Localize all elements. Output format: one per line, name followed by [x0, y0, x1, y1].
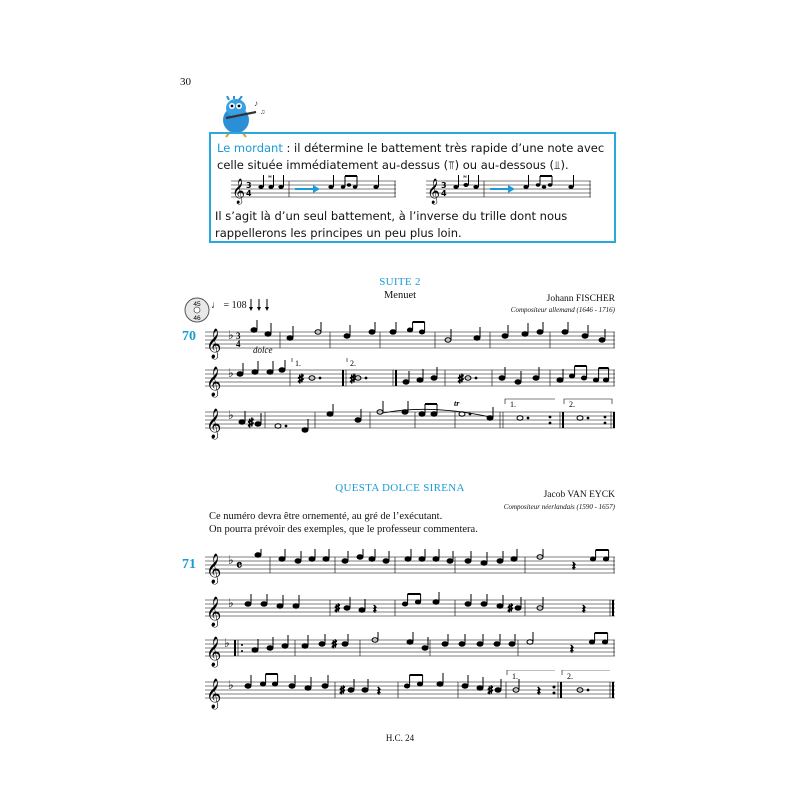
svg-text:♯: ♯: [488, 685, 493, 696]
mordant-example-lower: [426, 175, 596, 205]
trill-marking: tr: [454, 399, 460, 408]
ending-2-label-b: 2.: [569, 400, 575, 409]
svg-text:♭: ♭: [228, 596, 234, 610]
questa-title: QUESTA DOLCE SIRENA: [335, 482, 465, 494]
suite-title: SUITE 2: [379, 276, 421, 288]
svg-text:𝆗: 𝆗: [268, 175, 272, 180]
questa-intro: [209, 510, 539, 536]
questa-ending-2: 2.: [567, 672, 573, 681]
exercise-number-71: 71: [182, 557, 196, 572]
svg-text:♭: ♭: [228, 366, 234, 380]
svg-text:♪: ♪: [254, 99, 258, 108]
svg-text:𝄞: 𝄞: [206, 409, 222, 439]
svg-text:♯: ♯: [458, 373, 464, 385]
svg-text:4: 4: [236, 339, 241, 349]
svg-text:♯: ♯: [335, 603, 340, 614]
svg-text:𝄞: 𝄞: [427, 179, 441, 204]
svg-text:♯: ♯: [248, 417, 254, 429]
composer-name: Johann FISCHER: [546, 294, 615, 304]
svg-text:♯: ♯: [508, 603, 513, 614]
svg-text:𝄞: 𝄞: [206, 329, 222, 359]
ending-1-label-b: 1.: [510, 400, 516, 409]
questa-intro-line-1: Ce numéro devra être ornementé, au gré de l’exécutant.: [209, 511, 443, 522]
beat-arrows-icon: [248, 298, 272, 312]
svg-text:𝄽: 𝄽: [373, 602, 377, 616]
tempo-marking: ♩ = 108: [211, 300, 247, 311]
svg-text:𝄽: 𝄽: [537, 684, 541, 698]
svg-text:𝄞: 𝄞: [206, 597, 222, 627]
svg-text:𝄴: 𝄴: [236, 559, 243, 574]
page-footer: H.C. 24: [385, 733, 415, 743]
composer-name-2: Jacob VAN EYCK: [543, 490, 615, 500]
svg-text:𝄞: 𝄞: [206, 554, 222, 584]
cd-track-bottom: 46: [193, 315, 201, 322]
svg-text:3: 3: [246, 181, 252, 190]
svg-text:♭: ♭: [224, 636, 230, 650]
svg-text:𝄞: 𝄞: [206, 367, 222, 397]
mordant-note: Il s’agit là d’un seul battement, à l’inverse du trille dont nous rappellerons les principes un peu plus loin.: [215, 209, 568, 240]
expression-dolce: dolce: [253, 345, 273, 355]
menuet-staff-2: [200, 358, 620, 398]
mordant-definition: [217, 140, 612, 174]
composer-note: Compositeur allemand (1646 - 1716): [510, 306, 615, 314]
menuet-staff-3: [200, 396, 620, 446]
questa-staff-1: [200, 549, 620, 585]
questa-staff-2: [200, 592, 620, 628]
svg-text:𝄞: 𝄞: [206, 679, 222, 709]
svg-text:4: 4: [441, 189, 447, 198]
svg-text:♭: ♭: [228, 408, 234, 422]
svg-text:3: 3: [441, 181, 447, 190]
svg-text:𝆗: 𝆗: [463, 175, 467, 180]
cd-track-top: 45: [193, 301, 201, 308]
svg-text:𝄞: 𝄞: [232, 179, 246, 204]
mordant-term: Le mordant: [217, 141, 283, 155]
ending-2-label: 2.: [350, 359, 356, 368]
svg-text:♫: ♫: [260, 108, 266, 116]
svg-text:𝄽: 𝄽: [377, 684, 381, 698]
svg-text:♭: ♭: [228, 553, 234, 567]
mordant-info-box: [209, 132, 616, 243]
mordant-example-upper: [231, 175, 401, 205]
svg-text:𝄽: 𝄽: [570, 642, 574, 656]
svg-text:4: 4: [246, 189, 252, 198]
svg-text:♯: ♯: [298, 373, 304, 385]
page-number: 30: [180, 76, 191, 88]
menuet-staff-1: [200, 320, 620, 360]
svg-text:♯: ♯: [332, 639, 337, 650]
mordant-definition-text: : il détermine le battement très rapide d’une note avec celle située immédiatement au-dessus (⫪) ou au-dessous (⫫).: [217, 141, 605, 172]
exercise-number-70: 70: [182, 329, 196, 344]
svg-text:𝄞: 𝄞: [206, 637, 222, 667]
svg-text:♯: ♯: [340, 685, 345, 696]
svg-text:♭: ♭: [228, 678, 234, 692]
svg-text:♭: ♭: [228, 328, 234, 342]
questa-staff-3: [200, 632, 620, 668]
questa-staff-4: [200, 670, 620, 710]
questa-intro-line-2: On pourra prévoir des exemples, que le professeur commentera.: [209, 524, 478, 535]
ending-1-label: 1.: [295, 359, 301, 368]
svg-text:𝄽: 𝄽: [572, 559, 576, 573]
questa-ending-1: 1.: [512, 672, 518, 681]
svg-text:3: 3: [236, 331, 241, 341]
composer-note-2: Compositeur néerlandais (1590 - 1657): [503, 503, 615, 511]
svg-text:𝄽: 𝄽: [582, 602, 586, 616]
suite-subtitle: Menuet: [383, 290, 417, 301]
svg-text:♯: ♯: [350, 373, 356, 385]
